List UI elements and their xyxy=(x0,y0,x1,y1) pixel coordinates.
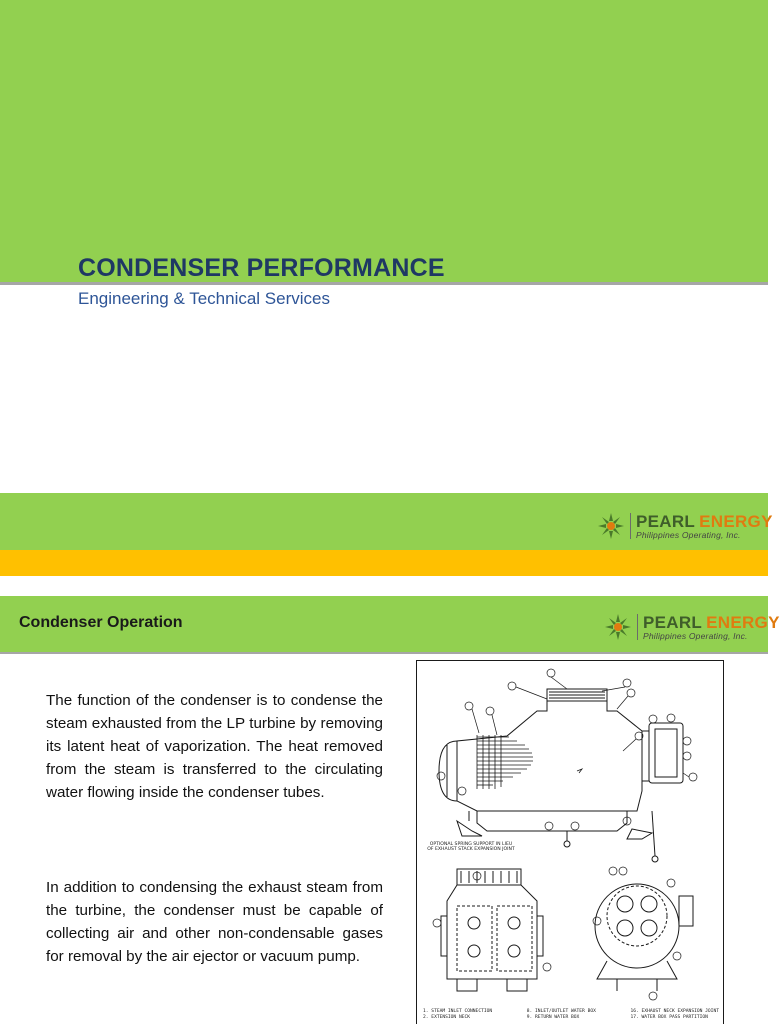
body-paragraph-function: The function of the condenser is to condense the steam exhausted from the LP turbine by removing its latent heat of vaporization. The heat removed from the steam is transferred to the circulating water flowing inside the condenser tubes. xyxy=(46,692,383,801)
slide-title: CONDENSER PERFORMANCE xyxy=(78,254,445,282)
logo-brand-pearl: PEARL xyxy=(636,511,696,531)
pearl-energy-logo-header xyxy=(603,612,780,642)
title-slide-banner xyxy=(0,0,768,282)
title-slide-orange-band xyxy=(0,550,768,576)
logo-brand-text xyxy=(643,614,780,631)
body-paragraph-air-removal: In addition to condensing the exhaust steam from the turbine, the condenser must be capable of collecting air and other non-condensable gases for removal by the air ejector or vacuum pump. xyxy=(46,879,383,965)
legend-item: 16. EXHAUST NECK EXPANSION JOINT xyxy=(630,1009,719,1014)
logo-divider xyxy=(630,513,631,539)
logo-brand-text xyxy=(636,513,773,530)
pearl-energy-logo xyxy=(596,511,773,541)
section-header-divider xyxy=(0,652,768,654)
logo-brand-energy: ENERGY xyxy=(699,511,773,531)
legend-item: 1. STEAM INLET CONNECTION xyxy=(423,1009,493,1014)
condenser-diagram xyxy=(416,660,724,1024)
logo-tagline: Philippines Operating, Inc. xyxy=(643,630,748,641)
logo-divider xyxy=(637,614,638,640)
legend-column xyxy=(527,1009,596,1020)
legend-item: 9. RETURN WATER BOX xyxy=(526,1015,580,1020)
legend-item: 8. INLET/OUTLET WATER BOX xyxy=(526,1009,596,1014)
logo-brand-energy: ENERGY xyxy=(706,612,780,632)
pearl-energy-logo-icon xyxy=(603,612,633,642)
logo-brand-pearl: PEARL xyxy=(643,612,703,632)
legend-column xyxy=(630,1009,719,1020)
slide-subtitle: Engineering & Technical Services xyxy=(78,289,330,308)
diagram-caption: OPTIONAL SPRING SUPPORT IN LIEU OF EXHAUST STACK EXPANSION JOINT xyxy=(427,842,515,853)
logo-tagline: Philippines Operating, Inc. xyxy=(636,529,741,540)
diagram-legend xyxy=(423,1009,719,1020)
pearl-energy-logo-icon xyxy=(596,511,626,541)
legend-column xyxy=(423,1009,492,1020)
legend-item: 17. WATER BOX PASS PARTITION xyxy=(630,1015,708,1020)
section-title: Condenser Operation xyxy=(19,614,183,631)
legend-item: 2. EXTENSION NECK xyxy=(423,1015,471,1020)
